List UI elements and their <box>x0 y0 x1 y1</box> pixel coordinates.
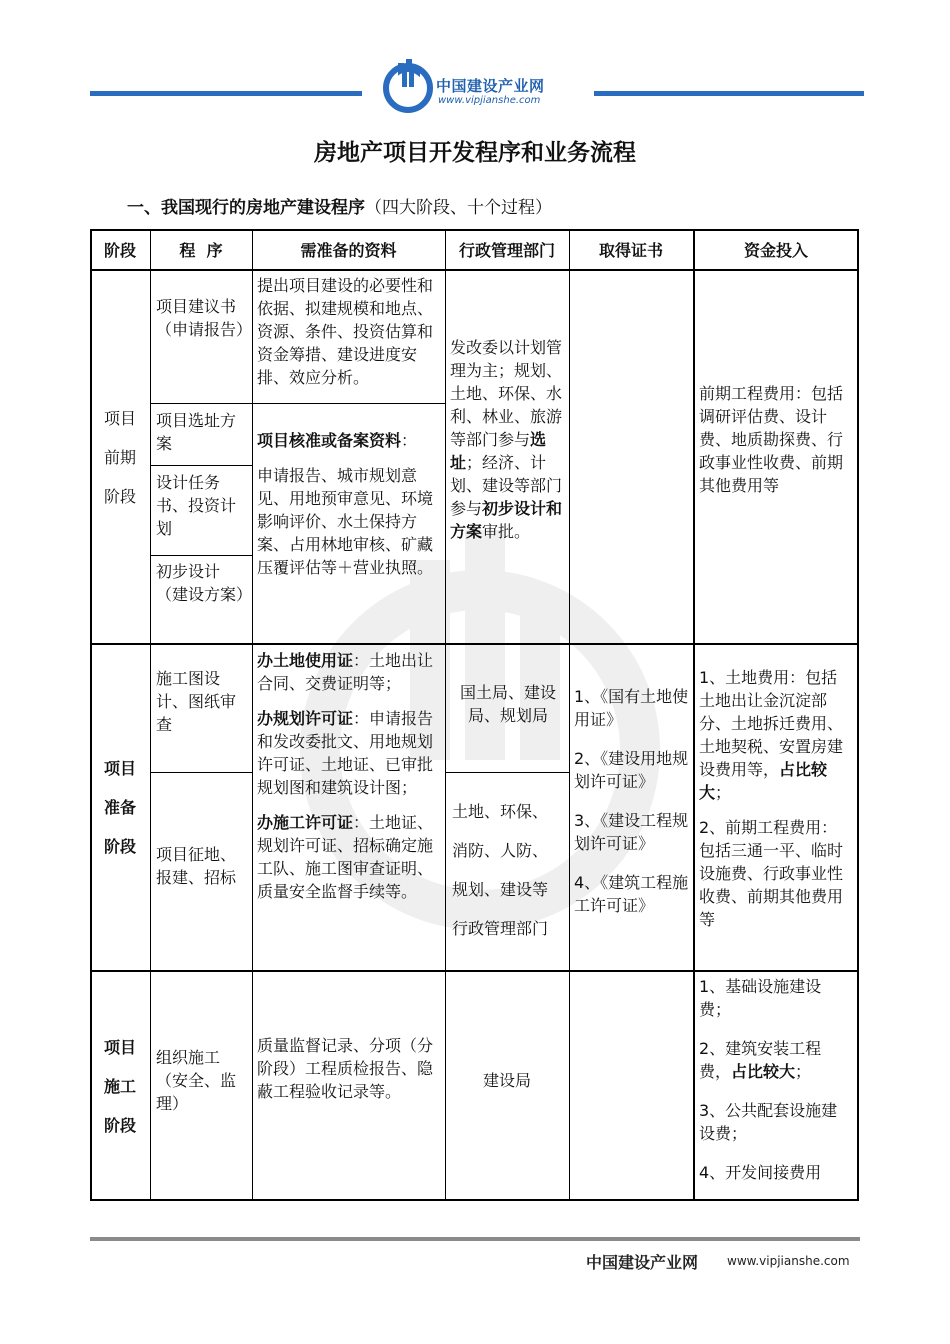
stage3-funding-item <box>699 1037 851 1083</box>
stage3-funding-item-text: 2、建筑安装工程费， <box>699 1039 822 1081</box>
stage3-name <box>90 972 150 1201</box>
stage3-name-line: 施工 <box>103 1077 136 1096</box>
stage3-funding-item-end: ； <box>795 1062 812 1081</box>
logo-mark-icon <box>380 55 436 115</box>
row-divider <box>252 403 446 404</box>
stage2-procedure-2: 项目征地、报建、招标 <box>156 845 237 887</box>
stage2-certificates <box>574 685 690 917</box>
brand-logo <box>380 55 590 115</box>
certificate-item: 4、《建筑工程施工许可证》 <box>574 873 689 915</box>
header-certificate: 取得证书 <box>598 240 663 260</box>
stage3-funding <box>699 975 851 1184</box>
stage1-materials-approval-text: 申请报告、城市规划意见、用地预审意见、环境影响评价、水土保持方案、占用林地审核、矿藏压覆评估等＋营业执照。 <box>257 466 434 577</box>
certificate-item: 2、《建设用地规划许可证》 <box>574 749 689 791</box>
stage3-funding-item: 1、基础设施建设费； <box>699 977 822 1019</box>
stage1-procedure-3: 设计任务书、投资计划 <box>156 473 237 538</box>
footer-rule <box>90 1237 860 1241</box>
stage1-procedure-1: 项目建议书（申请报告） <box>156 297 253 339</box>
process-table <box>90 229 859 1201</box>
row-divider <box>90 970 859 972</box>
section-heading-note: （四大阶段、十个过程） <box>365 198 552 218</box>
row-divider <box>150 403 253 404</box>
stage2-name-line: 准备 <box>103 798 136 817</box>
stage3-materials: 质量监督记录、分项（分阶段）工程质检报告、隐蔽工程验收记录等。 <box>257 1036 434 1101</box>
stage2-materials-land-title: 办土地使用证 <box>257 651 354 670</box>
header-funding: 资金投入 <box>743 240 808 260</box>
stage2-materials-construction <box>257 811 442 903</box>
col-divider <box>569 229 570 1201</box>
stage1-materials-approval <box>257 429 442 579</box>
stage2-materials-planning <box>257 707 442 799</box>
stage1-materials-proposal: 提出项目建设的必要性和依据、拟建规模和地点、资源、条件、投资估算和资金筹措、建设进度安排、效应分析。 <box>257 276 434 387</box>
stage2-department-a: 国土局、建设局、规划局 <box>459 683 556 725</box>
stage1-materials-approval-title: 项目核准或备案资料 <box>257 431 402 450</box>
header-rule-right <box>594 91 864 96</box>
stage1-department-text: 审批。 <box>482 522 531 541</box>
section-heading-bold: 一、我国现行的房地产建设程序 <box>127 198 365 218</box>
stage3-procedure: 组织施工（安全、监理） <box>156 1048 237 1113</box>
stage2-name-line: 阶段 <box>103 837 136 856</box>
col-divider <box>150 229 151 1201</box>
brand-name: 中国建设产业网 <box>436 77 545 95</box>
footer-brand-url: www.vipjianshe.com <box>727 1254 850 1268</box>
stage2-funding-land-emphasis: 占比较大 <box>699 760 828 802</box>
stage2-materials <box>257 649 442 903</box>
row-divider <box>445 772 570 773</box>
stage2-materials-planning-text: ：申请报告和发改委批文、用地规划许可证、土地证、已审批规划图和建筑设计图； <box>257 709 434 797</box>
stage1-department-text: 发改委以计划管理为主；规划、土地、环保、水利、林业、旅游等部门参与 <box>450 338 563 449</box>
stage2-department-b <box>452 792 568 948</box>
stage1-name-line: 项目 <box>103 408 136 428</box>
stage1-materials-approval-colon: ： <box>401 431 418 450</box>
stage3-funding-item: 4、开发间接费用 <box>699 1163 822 1182</box>
stage2-department-b-line: 土地、环保、 <box>452 802 549 821</box>
stage2-name-line: 项目 <box>103 759 136 778</box>
stage2-materials-construction-title: 办施工许可证 <box>257 813 354 832</box>
stage3-name-line: 阶段 <box>103 1116 136 1135</box>
header-procedure: 程 序 <box>179 240 223 260</box>
header-rule-left <box>90 91 362 96</box>
col-divider <box>445 229 446 1201</box>
certificate-item: 3、《建设工程规划许可证》 <box>574 811 689 853</box>
page-title: 房地产项目开发程序和业务流程 <box>314 140 636 166</box>
stage2-department-b-line: 消防、人防、 <box>452 841 549 860</box>
stage2-materials-construction-text: ：土地证、规划许可证、招标确定施工队、施工图审查证明、质量安全监督手续等。 <box>257 813 434 901</box>
stage1-department-text: ；经济、计划、建设等部门参与 <box>450 453 563 518</box>
stage2-department-b-line: 规划、建设等 <box>452 880 549 899</box>
header-stage: 阶段 <box>103 240 136 260</box>
stage3-name-line: 项目 <box>103 1038 136 1057</box>
stage1-funding: 前期工程费用：包括调研评估费、设计费、地质勘探费、行政事业性收费、前期其他费用等 <box>699 384 844 495</box>
stage2-funding-land <box>699 666 851 804</box>
stage2-funding-land-text: 1、土地费用：包括土地出让金沉淀部分、土地拆迁费用、土地契税、安置房建设费用等， <box>699 668 844 779</box>
col-divider <box>693 229 695 1201</box>
stage3-department: 建设局 <box>482 1070 531 1090</box>
header-materials: 需准备的资料 <box>300 240 397 260</box>
footer-brand-name: 中国建设产业网 <box>586 1253 699 1272</box>
stage1-name-line: 前期 <box>103 447 136 467</box>
stage3-funding-item-emphasis: 占比较大 <box>731 1062 796 1081</box>
header-department: 行政管理部门 <box>458 240 555 260</box>
stage1-department <box>450 336 566 543</box>
row-divider <box>150 555 253 556</box>
stage2-funding-early: 2、前期工程费用：包括三通一平、临时设施费、行政事业性收费、前期其他费用等 <box>699 818 844 929</box>
row-divider <box>150 465 253 466</box>
stage2-procedure-1: 施工图设计、图纸审查 <box>156 669 237 734</box>
stage1-procedure-2: 项目选址方案 <box>156 411 237 453</box>
stage2-materials-planning-title: 办规划许可证 <box>257 709 354 728</box>
row-divider <box>150 772 253 773</box>
certificate-item: 1、《国有土地使用证》 <box>574 687 689 729</box>
stage1-department-emphasis: 初步设计和方案 <box>450 499 563 541</box>
stage1-name-line: 阶段 <box>103 486 136 506</box>
row-divider <box>90 643 859 645</box>
brand-url: www.vipjianshe.com <box>438 95 541 106</box>
stage1-procedure-4: 初步设计（建设方案） <box>156 562 253 604</box>
stage2-funding <box>699 666 851 931</box>
stage2-department-b-line: 行政管理部门 <box>452 919 549 938</box>
stage1-name <box>90 271 150 643</box>
section-heading <box>127 193 552 218</box>
stage2-materials-land <box>257 649 442 695</box>
stage2-name <box>90 645 150 970</box>
row-divider <box>90 269 859 271</box>
stage2-funding-land-end: ； <box>715 783 732 802</box>
col-divider <box>252 229 253 1201</box>
stage2-materials-land-text: ：土地出让合同、交费证明等； <box>257 651 434 693</box>
stage1-department-emphasis: 选址 <box>450 430 547 472</box>
stage3-funding-item: 3、公共配套设施建设费； <box>699 1101 838 1143</box>
